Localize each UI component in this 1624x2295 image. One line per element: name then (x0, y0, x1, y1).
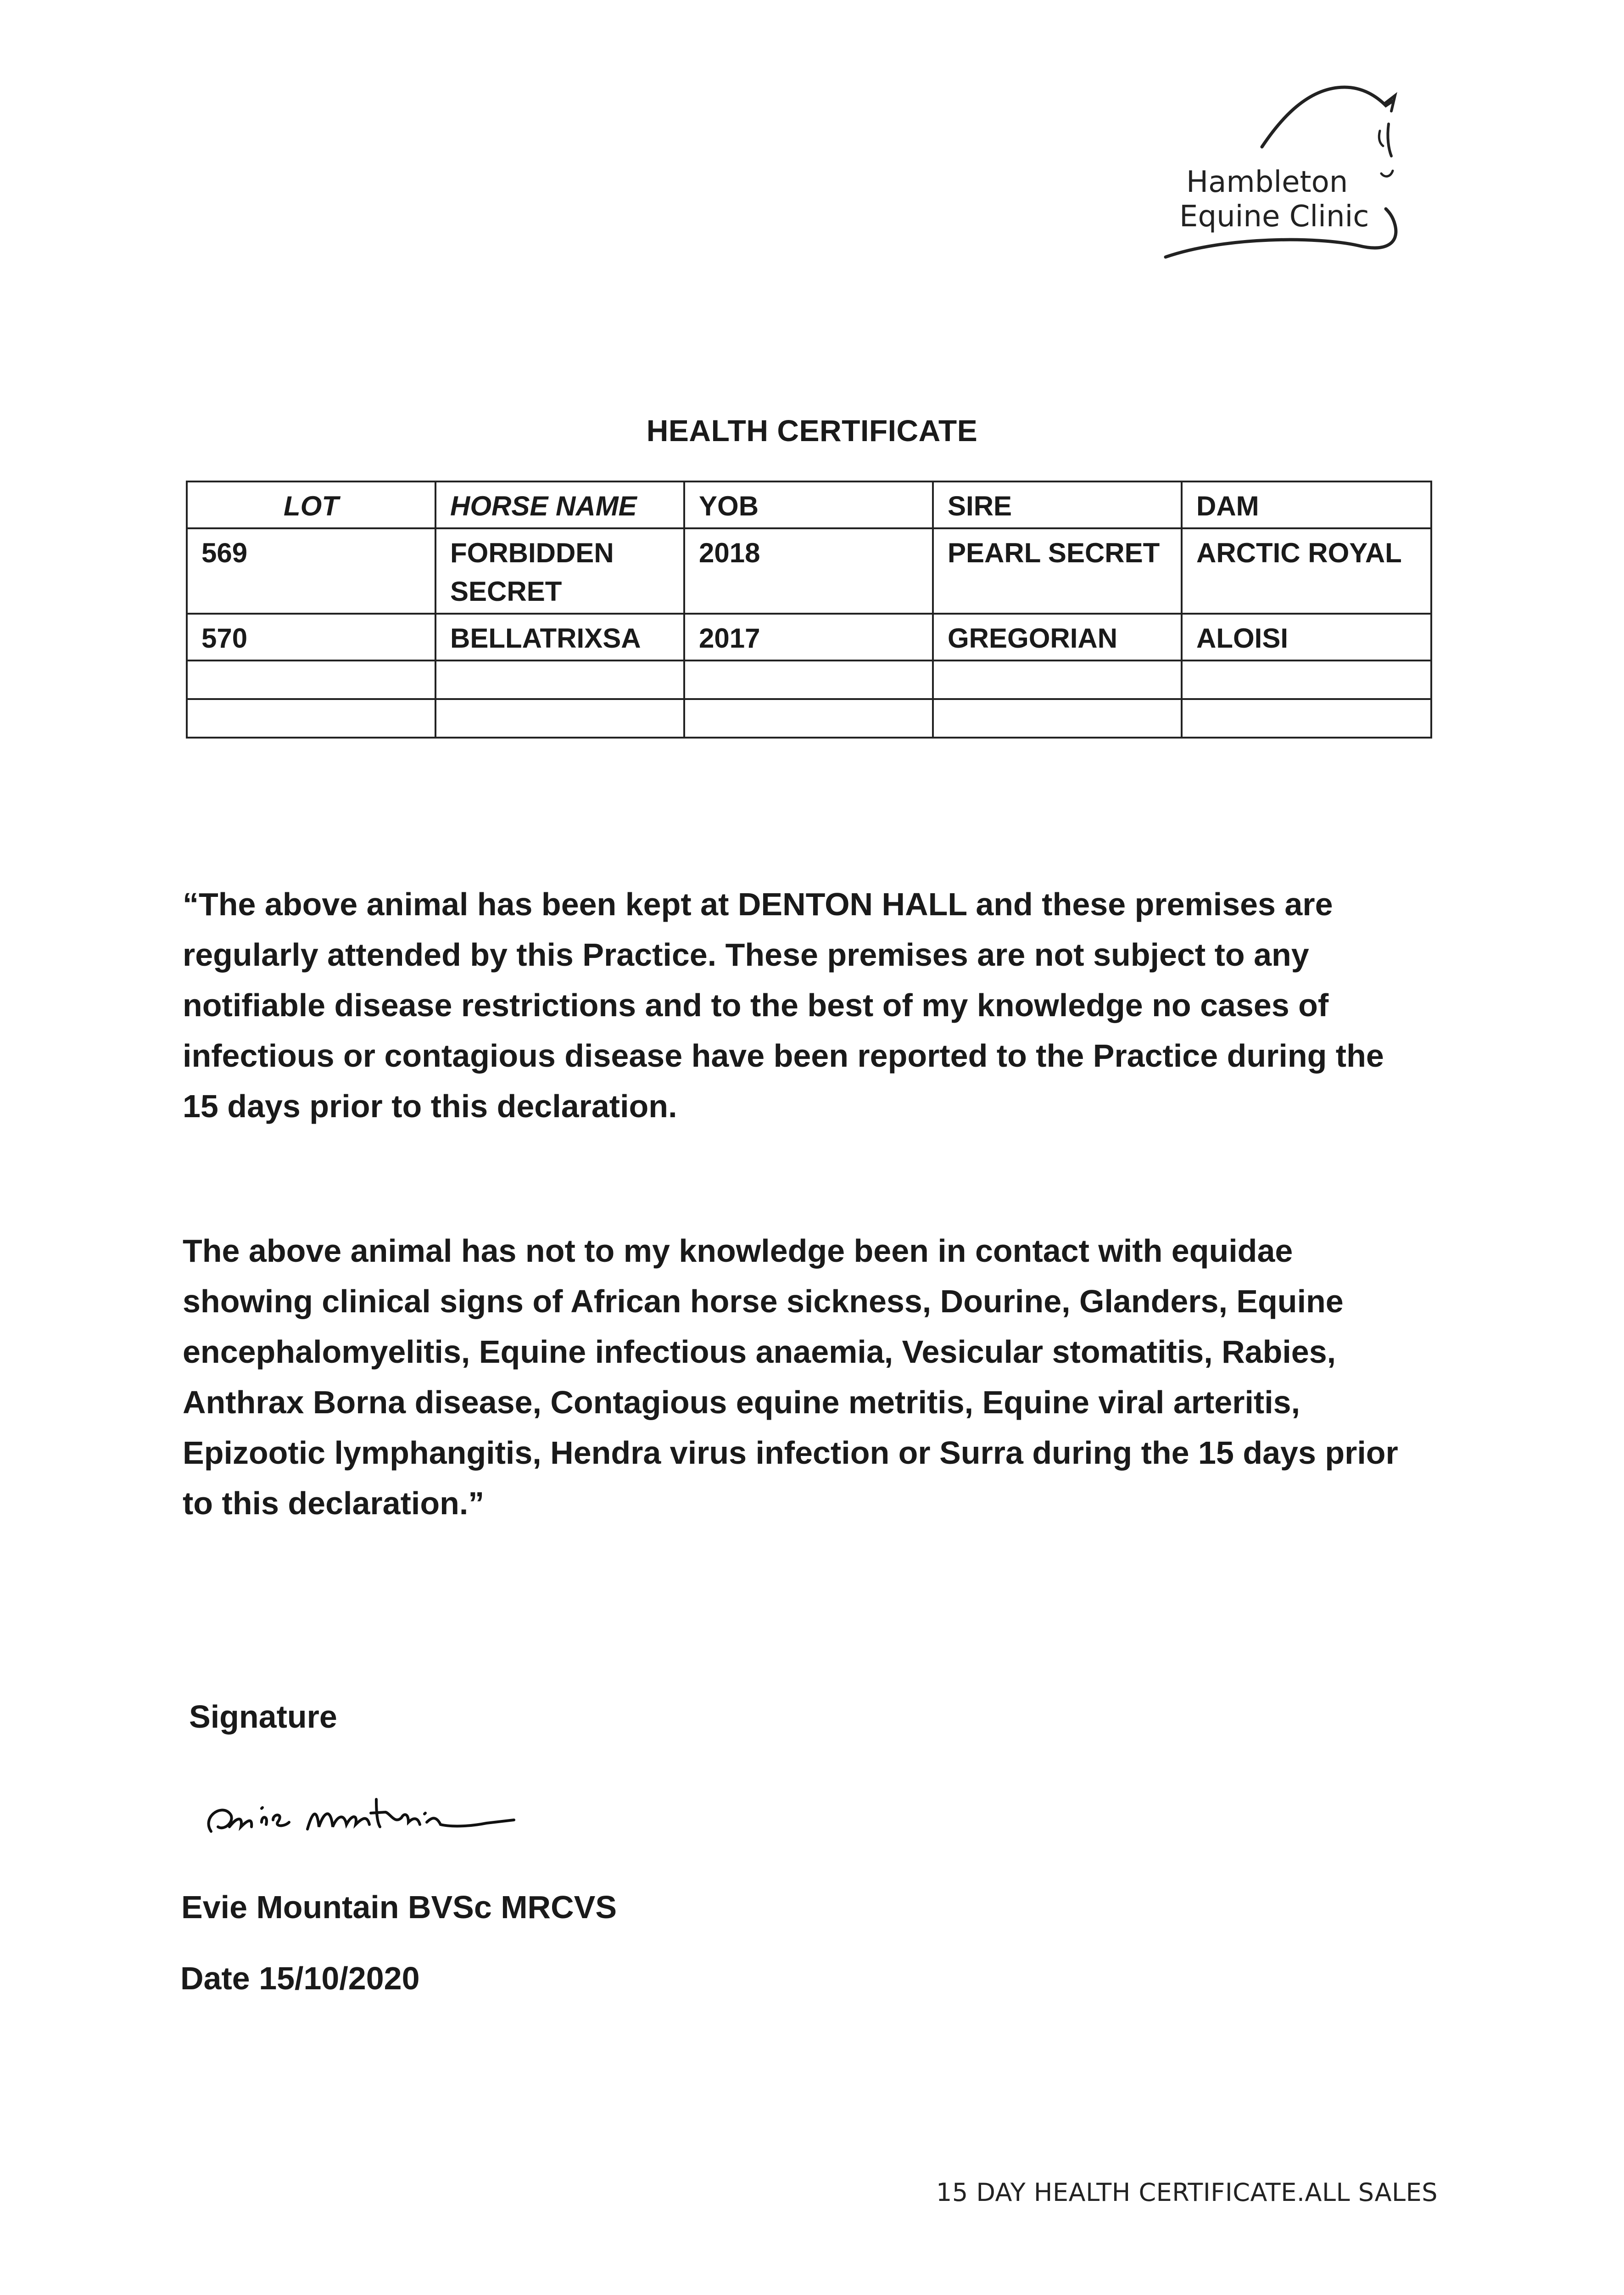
empty-cell (684, 661, 933, 699)
empty-cell (187, 699, 435, 738)
header-lot: LOT (187, 481, 435, 528)
signature-name: Evie Mountain (363, 1852, 366, 1853)
empty-cell (684, 699, 933, 738)
empty-cell (1182, 661, 1431, 699)
declaration-paragraph-1: “The above animal has been kept at DENTON HALL and these premises are regularly attended by this Practice. These premises are not subject to any notifiable disease restrictions and to the best of my knowledge no cases of infectious or contagious disease have been reported to the Practice during the 15 days prior to this declaration. (183, 886, 1384, 1124)
footer-text: 15 DAY HEALTH CERTIFICATE.ALL SALES (936, 2178, 1438, 2207)
cell-horse-name: FORBIDDEN SECRET (435, 528, 684, 614)
empty-cell (933, 699, 1182, 738)
declaration-paragraph-2: The above animal has not to my knowledge been in contact with equidae showing clinical signs of African horse sickness, Dourine, Glanders, Equine encephalomyelitis, Equine infectious anaemia, Vesicular stomatitis, Rabies, Anthrax Borna disease, Contagious equine metritis, Equine viral arteritis, Epizootic lymphangitis, Hendra virus infection or Surra during the 15 days prior to this declaration.” (183, 1233, 1398, 1521)
logo-text-line2: Equine Clinic (1179, 200, 1369, 234)
date-label: Date (180, 1960, 250, 1996)
empty-cell (933, 661, 1182, 699)
empty-cell (1182, 699, 1431, 738)
empty-cell (435, 661, 684, 699)
cell-horse-name: BELLATRIXSA (435, 614, 684, 661)
date-line (180, 1960, 420, 1997)
header-dam: DAM (1182, 481, 1431, 528)
signature-label: Signature (189, 1699, 337, 1735)
handwritten-signature (193, 1763, 532, 1854)
cell-lot: 570 (187, 614, 435, 661)
cell-sire: PEARL SECRET (933, 528, 1182, 614)
header-yob: YOB (684, 481, 933, 528)
header-horse-name: HORSE NAME (435, 481, 684, 528)
cell-dam: ARCTIC ROYAL (1182, 528, 1431, 614)
header-sire: SIRE (933, 481, 1182, 528)
logo-text-line1: Hambleton (1186, 165, 1348, 199)
document-title: HEALTH CERTIFICATE (646, 414, 978, 448)
cell-yob: 2018 (684, 528, 933, 614)
table-row (187, 528, 1431, 614)
table-row-empty (187, 699, 1431, 738)
veterinarian-name: Evie Mountain BVSc MRCVS (181, 1889, 617, 1925)
cell-dam: ALOISI (1182, 614, 1431, 661)
date-value: 15/10/2020 (259, 1960, 420, 1996)
cell-sire: GREGORIAN (933, 614, 1182, 661)
table-row (187, 614, 1431, 661)
horse-table (186, 481, 1432, 739)
empty-cell (435, 699, 684, 738)
table-row-empty (187, 661, 1431, 699)
cell-lot: 569 (187, 528, 435, 614)
empty-cell (187, 661, 435, 699)
table-header-row (187, 481, 1431, 528)
clinic-logo (1156, 69, 1432, 275)
cell-yob: 2017 (684, 614, 933, 661)
